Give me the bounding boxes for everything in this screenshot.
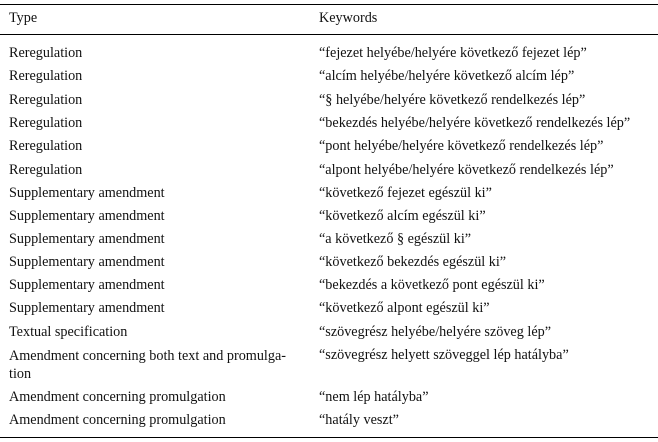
- row-1-type: Reregulation: [9, 45, 83, 61]
- row-6-keywords: “alpont helyébe/helyére következő rendelkezés lép”: [319, 162, 614, 178]
- row-6-type: Reregulation: [9, 162, 83, 178]
- row-13-keywords: “szövegrész helyébe/helyére szöveg lép”: [319, 324, 552, 340]
- row-14-keywords: “szövegrész helyett szöveggel lép hatályba”: [319, 347, 569, 363]
- row-7-type: Supplementary amendment: [9, 185, 165, 201]
- row-9-type: Supplementary amendment: [9, 231, 165, 247]
- row-16-type: Amendment concerning promulgation: [9, 412, 226, 428]
- row-5-type: Reregulation: [9, 138, 83, 154]
- row-15-type: Amendment concerning promulgation: [9, 389, 226, 405]
- row-12-keywords: “következő alpont egészül ki”: [319, 300, 490, 316]
- row-11-type: Supplementary amendment: [9, 277, 165, 293]
- row-4-type: Reregulation: [9, 115, 83, 131]
- table-top-rule: [0, 4, 658, 5]
- row-10-type: Supplementary amendment: [9, 254, 165, 270]
- row-10-keywords: “következő bekezdés egészül ki”: [319, 254, 507, 270]
- row-4-keywords: “bekezdés helyébe/helyére következő rendelkezés lép”: [319, 115, 631, 131]
- row-12-type: Supplementary amendment: [9, 300, 165, 316]
- row-3-keywords: “§ helyébe/helyére következő rendelkezés lép”: [319, 92, 586, 108]
- table-header-rule: [0, 34, 658, 35]
- header-type: Type: [9, 10, 38, 26]
- row-13-type: Textual specification: [9, 324, 128, 340]
- header-keywords: Keywords: [319, 10, 378, 26]
- row-16-keywords: “hatály veszt”: [319, 412, 399, 428]
- row-3-type: Reregulation: [9, 92, 83, 108]
- row-14-type: Amendment concerning both text and promulga- tion: [9, 348, 286, 382]
- row-2-type: Reregulation: [9, 68, 83, 84]
- row-2-keywords: “alcím helyébe/helyére következő alcím lép”: [319, 68, 575, 84]
- row-8-keywords: “következő alcím egészül ki”: [319, 208, 486, 224]
- row-8-type: Supplementary amendment: [9, 208, 165, 224]
- table-bottom-rule: [0, 437, 658, 438]
- row-15-keywords: “nem lép hatályba”: [319, 389, 429, 405]
- row-1-keywords: “fejezet helyébe/helyére következő fejezet lép”: [319, 45, 587, 61]
- row-5-keywords: “pont helyébe/helyére következő rendelkezés lép”: [319, 138, 604, 154]
- row-9-keywords: “a következő § egészül ki”: [319, 231, 472, 247]
- row-11-keywords: “bekezdés a következő pont egészül ki”: [319, 277, 545, 293]
- row-7-keywords: “következő fejezet egészül ki”: [319, 185, 492, 201]
